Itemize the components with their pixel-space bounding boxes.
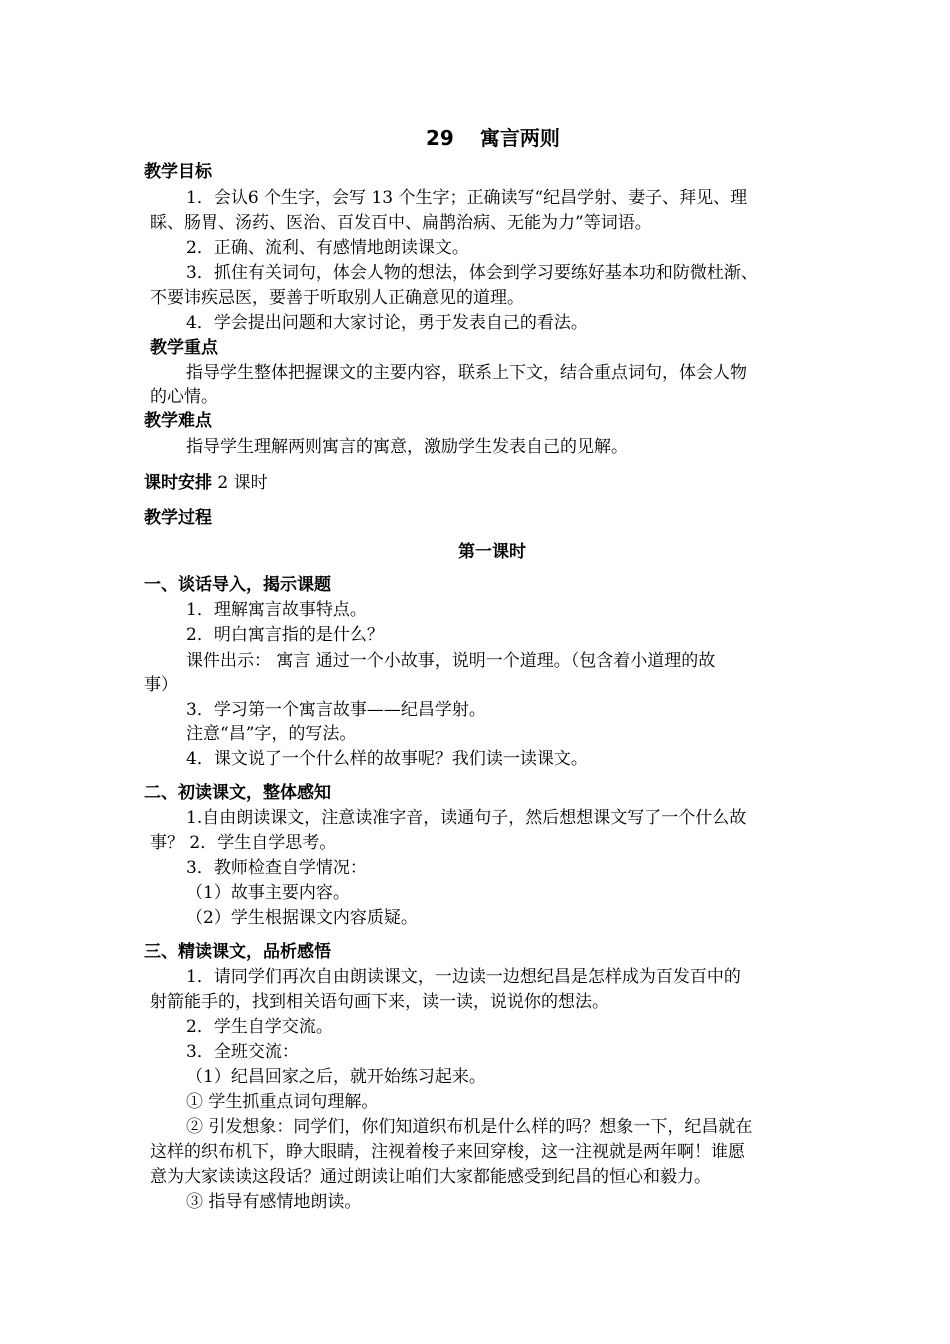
goals-line: 2．正确、流利、有感情地朗读课文。 [186,238,469,258]
schedule-line [144,472,268,494]
section-3-line: ③ 指导有感情地朗读。 [186,1192,362,1212]
lesson-title: 寓言两则 [479,126,560,150]
section-2-line: （1）故事主要内容。 [186,883,350,903]
section-3-line: 2．学生自学交流。 [186,1017,333,1037]
section-3-line: （1）纪昌回家之后，就开始练习起来。 [186,1067,486,1087]
lesson-number: 29 [426,126,454,150]
section-2-line: 事？ 2．学生自学思考。 [150,833,337,853]
section-3-line: ① 学生抓重点词句理解。 [186,1092,379,1112]
section-1-line: 4．课文说了一个什么样的故事呢？我们读一读课文。 [186,749,588,769]
key-heading: 教学重点 [150,338,218,358]
goals-line: 4．学会提出问题和大家讨论，勇于发表自己的看法。 [186,313,588,333]
goals-heading: 教学目标 [144,162,212,182]
section-3-heading: 三、精读课文，品析感悟 [144,942,331,962]
section-1-line: 注意“昌”字，的写法。 [186,724,357,744]
section-3-line: 意为大家读读这段话？通过朗读让咱们大家都能感受到纪昌的恒心和毅力。 [150,1167,711,1187]
lesson-heading: 第一课时 [458,542,526,562]
goals-line: 3．抓住有关词句，体会人物的想法，体会到学习要练好基本功和防微杜渐、 [186,263,758,283]
difficulty-line: 指导学生理解两则寓言的寓意，激励学生发表自己的见解。 [186,437,628,457]
section-2-line: 3．教师检查自学情况： [186,858,367,878]
section-2-line: （2）学生根据课文内容质疑。 [186,908,418,928]
section-2-heading: 二、初读课文，整体感知 [144,783,331,803]
section-1-heading: 一、谈话导入，揭示课题 [144,575,331,595]
key-line: 的心情。 [150,387,218,407]
difficulty-heading: 教学难点 [144,411,212,431]
schedule-heading: 课时安排 [144,473,212,493]
schedule-value: 2 课时 [217,473,268,493]
section-3-line: 射箭能手的，找到相关语句画下来，读一读，说说你的想法。 [150,992,609,1012]
section-3-line: 3．全班交流： [186,1042,299,1062]
section-1-line: 3．学习第一个寓言故事——纪昌学射。 [186,700,486,720]
section-3-line: 这样的织布机下，睁大眼睛，注视着梭子来回穿梭，这一注视就是两年啊！谁愿 [150,1142,745,1162]
goals-line: 不要讳疾忌医，要善于听取别人正确意见的道理。 [150,288,524,308]
goals-line: 1．会认6 个生字，会写 13 个生字；正确读写“纪昌学射、妻子、拜见、理 [186,188,748,208]
section-3-line: 1．请同学们再次自由朗读课文，一边读一边想纪昌是怎样成为百发百中的 [186,967,741,987]
section-1-line: 事） [144,675,178,695]
section-1-line: 2．明白寓言指的是什么？ [186,625,384,645]
process-heading: 教学过程 [144,508,212,528]
key-line: 指导学生整体把握课文的主要内容，联系上下文，结合重点词句，体会人物 [186,363,747,383]
section-3-line: ② 引发想象：同学们，你们知道织布机是什么样的吗？想象一下，纪昌就在 [186,1117,753,1137]
section-1-line: 1．理解寓言故事特点。 [186,600,367,620]
page-title [426,126,560,150]
goals-line: 睬、肠胃、汤药、医治、百发百中、扁鹊治病、无能为力”等词语。 [150,213,652,233]
section-2-line: 1.自由朗读课文，注意读准字音，读通句子，然后想想课文写了一个什么故 [186,808,747,828]
section-1-line: 课件出示： 寓言 通过一个小故事，说明一个道理。（包含着小道理的故 [186,651,716,671]
